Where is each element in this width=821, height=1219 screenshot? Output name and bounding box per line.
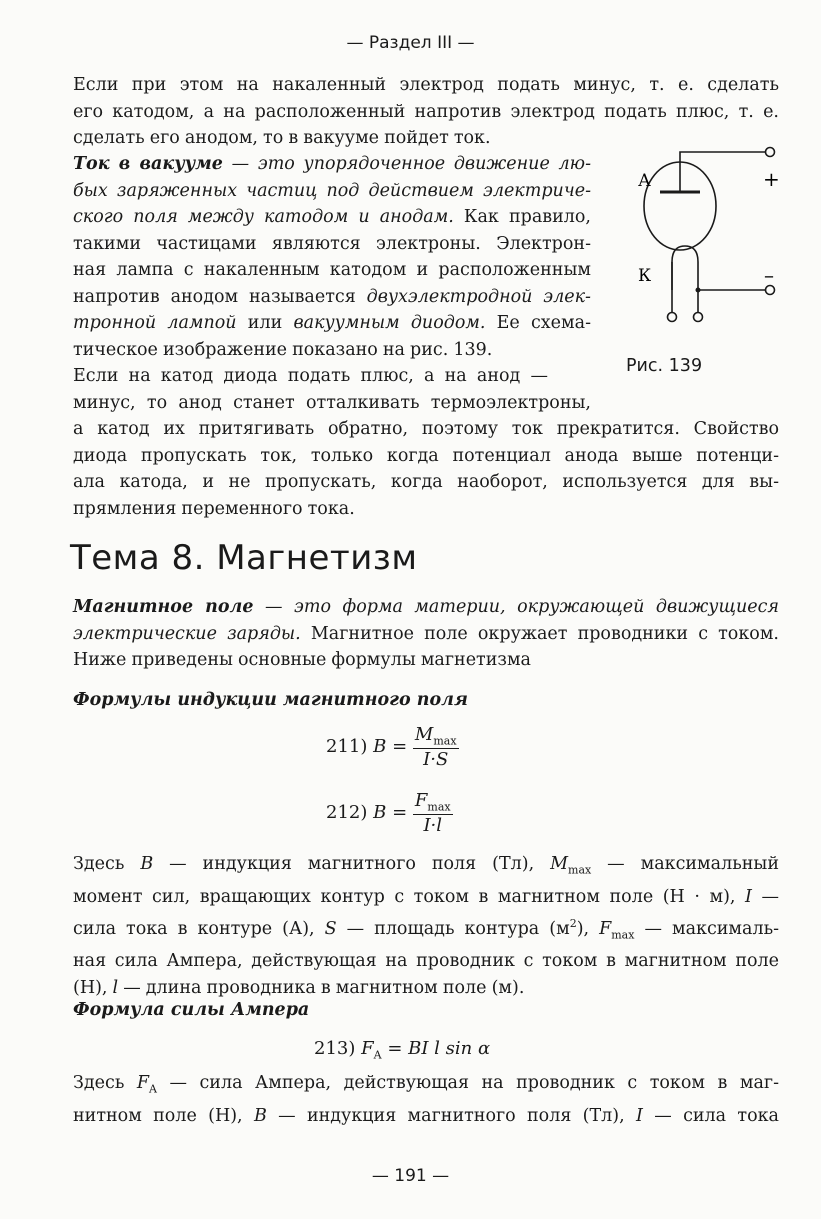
text-run: Как правило,: [453, 207, 591, 227]
subscript: max: [427, 800, 451, 814]
paragraph-line: [73, 594, 779, 621]
paragraph-line: тическое изображение показано на рис. 139.: [73, 339, 493, 360]
paragraph-line: [73, 284, 591, 311]
junction-dot: [696, 288, 701, 293]
subscript: A: [149, 1082, 157, 1096]
running-header: — Раздел III —: [346, 33, 475, 53]
text-run: Здесь: [73, 1073, 137, 1093]
variable: l: [112, 977, 119, 998]
paragraph-line: [73, 975, 779, 1002]
paragraph-line: бых заряженных частиц под действием электриче-: [73, 180, 591, 201]
minus-sign: –: [764, 263, 774, 287]
text-run: Здесь: [73, 854, 141, 874]
paragraph-line: такими частицами являются электроны. Электрон-: [73, 233, 591, 254]
formula-lhs: F: [361, 1038, 374, 1059]
paragraph-line: а катод их притягивать обратно, поэтому ток прекратится. Свойство: [73, 419, 779, 439]
variable: I: [636, 1106, 643, 1126]
formula-lhs: B: [373, 735, 387, 757]
definition-text: ского поля между катодом и анодам.: [73, 207, 454, 227]
subheading-induction: Формулы индукции магнитного поля: [73, 690, 468, 710]
subscript: max: [611, 927, 635, 941]
page-number: — 191 —: [371, 1166, 450, 1186]
subheading-ampere: Формула силы Ампера: [73, 1000, 310, 1020]
formula-rhs: = BI l sin α: [387, 1038, 491, 1059]
subscript: max: [568, 863, 592, 877]
text-run: ),: [576, 918, 600, 939]
text-run: — индукция магнитного поля (Тл),: [266, 1106, 637, 1126]
variable: M: [414, 724, 434, 745]
text-run: нитном поле (Н),: [73, 1106, 254, 1126]
paragraph-line: сделать его анодом, то в вакууме пойдет ток.: [73, 128, 491, 148]
text-run: — сила Ампера, действующая на проводник с током в маг-: [156, 1073, 779, 1093]
variable: F: [599, 918, 612, 939]
variable: B: [140, 854, 154, 874]
paragraph-line: ная лампа с накаленным катодом и расположенным: [73, 260, 591, 280]
paragraph-line: Если при этом на накаленный электрод подать минус, т. е. сделать: [73, 75, 779, 95]
definition-text: электрические заряды.: [73, 623, 301, 644]
cathode-terminal-right: [694, 313, 703, 322]
cathode-filament: [672, 246, 698, 312]
term-italic: тронной лампой: [73, 313, 237, 333]
paragraph-line: [73, 851, 779, 884]
paragraph-line: [73, 310, 591, 337]
cathode-label: К: [638, 266, 652, 286]
text-run: напротив анодом называется: [73, 286, 367, 307]
paragraph-5: [73, 851, 779, 1001]
definition-text: — это форма материи, окружающей движущиеся: [253, 597, 779, 617]
variable: B: [253, 1106, 267, 1126]
paragraph-6: [73, 1070, 779, 1130]
variable: M: [550, 854, 569, 874]
formula-211: 211) B = $\frac{M_{max}}{I\cdot S}$: [326, 724, 457, 770]
formula-213: [314, 1038, 490, 1062]
superscript: 2: [569, 916, 577, 930]
term-current-in-vacuum: Ток в вакууме: [73, 154, 223, 174]
paragraph-2: [73, 151, 591, 363]
diode-figure: [620, 140, 790, 330]
paragraph-line: ала катода, и не пропускать, когда наоборот, используется для вы-: [73, 472, 779, 492]
anode-lead: [680, 152, 766, 192]
text-run: момент сил, вращающих контур с током в магнитном поле (Н · м),: [73, 887, 746, 907]
fraction-denominator: I·l: [423, 814, 443, 836]
text-run: — максимальный: [591, 854, 779, 874]
term-magnetic-field: Магнитное поле: [73, 597, 254, 617]
formula-212: 212) B = $\frac{F_{max}}{I\cdot l}$: [326, 790, 451, 836]
formula-fraction: [413, 790, 453, 836]
paragraph-line: его катодом, а на расположенный напротив электрод подать плюс, т. е.: [73, 101, 779, 122]
text-run: — площадь контура (м: [336, 918, 570, 939]
text-run: сила тока в контуре (А),: [73, 918, 325, 939]
paragraph-line: [73, 204, 591, 231]
paragraph-4: [73, 594, 779, 674]
paragraph-line: Если на катод диода подать плюс, а на анод —: [73, 366, 548, 386]
text-run: —: [751, 887, 779, 907]
paragraph-line: прямления переменного тока.: [73, 498, 355, 519]
paragraph-line: [73, 151, 591, 178]
paragraph-line: [73, 1070, 779, 1103]
paragraph-line: ная сила Ампера, действующая на проводник с током в магнитном поле: [73, 951, 779, 972]
paragraph-line: минус, то анод станет отталкивать термоэлектроны,: [73, 392, 591, 413]
variable: F: [414, 790, 428, 811]
text-run: Ее схема-: [485, 313, 591, 333]
paragraph-line: [73, 911, 779, 949]
text-run: — максималь-: [634, 918, 780, 939]
anode-label: А: [638, 171, 651, 191]
definition-text: — это упорядоченное движение лю-: [222, 154, 591, 174]
text-run: Магнитное поле окружает проводники с током.: [300, 623, 779, 644]
formula-lhs: B: [373, 801, 387, 823]
paragraph-line: [73, 1103, 779, 1130]
paragraph-line: Ниже приведены основные формулы магнетизма: [73, 650, 531, 670]
variable: I: [745, 887, 752, 907]
fraction-denominator: I·S: [423, 748, 449, 770]
text-run: (Н),: [73, 977, 113, 998]
subscript: A: [373, 1048, 382, 1062]
anode-terminal: [766, 148, 775, 157]
term-italic: двухэлектродной элек-: [366, 286, 591, 307]
paragraph-line: диода пропускать ток, только когда потенциал анода выше потенци-: [73, 445, 779, 466]
section-title: Тема 8. Магнетизм: [70, 538, 418, 578]
text-run: — длина проводника в магнитном поле (м).: [118, 977, 525, 998]
fraction-numerator: [413, 724, 459, 749]
variable: F: [136, 1073, 150, 1093]
formula-fraction: [413, 724, 459, 770]
variable: S: [324, 918, 337, 939]
fraction-numerator: [413, 790, 453, 815]
subscript: max: [433, 734, 457, 748]
plus-sign: +: [763, 167, 780, 191]
text-run: — индукция магнитного поля (Тл),: [153, 854, 551, 874]
formula-number: 213): [314, 1038, 356, 1059]
text-run: или: [236, 313, 294, 333]
text-run: — сила тока: [642, 1106, 779, 1126]
term-italic: вакуумным диодом.: [293, 313, 486, 333]
figure-caption: Рис. 139: [626, 356, 703, 376]
paragraph-3: [73, 363, 779, 522]
paragraph-line: [73, 884, 779, 911]
cathode-terminal-left: [668, 313, 677, 322]
formula-number: 212): [326, 801, 368, 823]
paragraph-line: [73, 621, 779, 648]
formula-number: 211): [326, 735, 368, 757]
